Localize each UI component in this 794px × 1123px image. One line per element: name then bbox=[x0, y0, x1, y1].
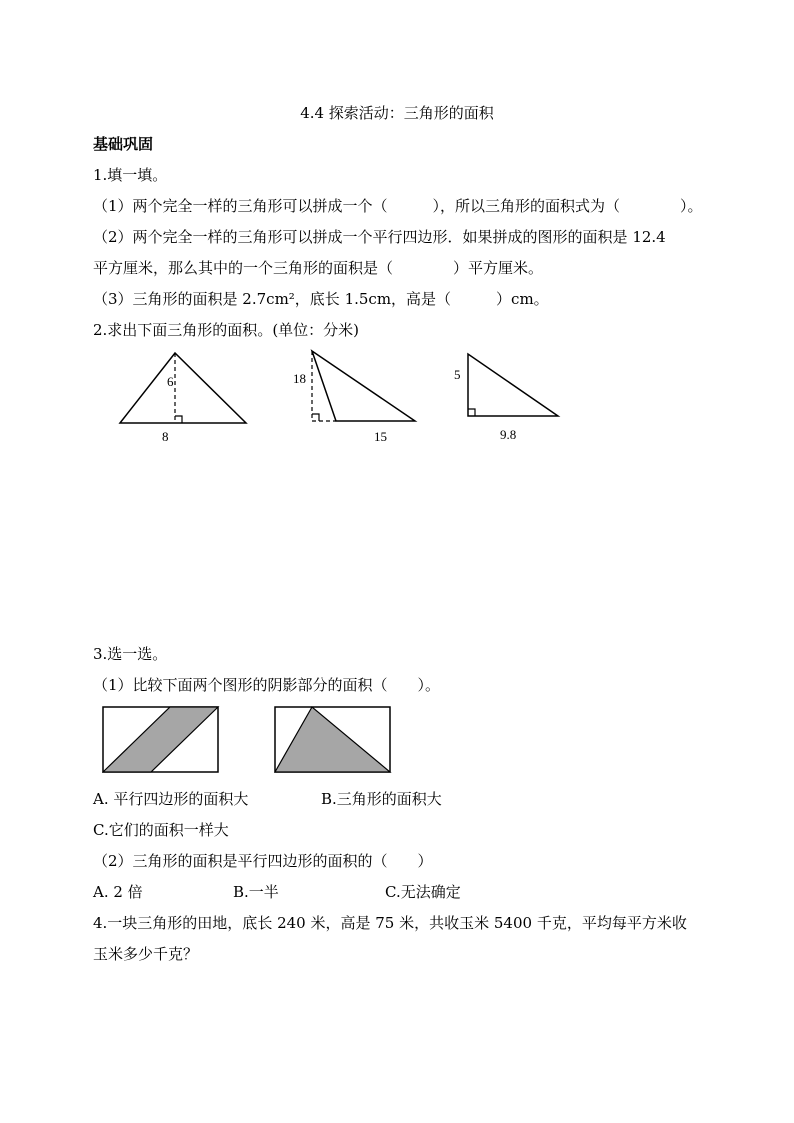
q3-option-b: B.三角形的面积大 bbox=[321, 790, 442, 808]
q3-option-a: A. 平行四边形的面积大 bbox=[93, 790, 249, 808]
triangle-2-base-label: 15 bbox=[374, 429, 387, 444]
triangle-1-shape bbox=[120, 353, 246, 423]
triangle-figure-2 bbox=[285, 345, 425, 450]
q1-heading: 1.填一填。 bbox=[93, 166, 168, 184]
q3-item2-option-c: C.无法确定 bbox=[385, 883, 461, 901]
q1-item2-line2: 平方厘米，那么其中的一个三角形的面积是（ ）平方厘米。 bbox=[93, 259, 544, 277]
triangle-2-height-label: 18 bbox=[293, 371, 306, 386]
q2-heading: 2.求出下面三角形的面积。(单位：分米) bbox=[93, 321, 360, 339]
q3-item1: （1）比较下面两个图形的阴影部分的面积（ ）。 bbox=[93, 676, 441, 694]
q3-item2: （2）三角形的面积是平行四边形的面积的（ ） bbox=[93, 852, 433, 870]
parallelogram-figure bbox=[102, 706, 220, 774]
triangle-in-rectangle-figure bbox=[274, 706, 392, 774]
triangle-figure-3 bbox=[450, 345, 570, 450]
q3-item2-option-b: B.一半 bbox=[233, 883, 279, 901]
triangle-2-shape bbox=[312, 351, 415, 421]
page-title: 4.4 探索活动：三角形的面积 bbox=[300, 104, 494, 122]
right-angle-mark bbox=[175, 416, 182, 423]
triangle-figure-1 bbox=[110, 345, 260, 450]
q3-heading: 3.选一选。 bbox=[93, 645, 168, 663]
right-angle-mark bbox=[312, 414, 319, 421]
q1-item1: （1）两个完全一样的三角形可以拼成一个（ ），所以三角形的面积式为（ ）。 bbox=[93, 197, 703, 215]
q4-line2: 玉米多少千克？ bbox=[93, 945, 199, 963]
triangle-3-height-label: 5 bbox=[454, 367, 461, 382]
right-angle-mark bbox=[468, 409, 475, 416]
triangle-1-base-label: 8 bbox=[162, 429, 169, 444]
triangle-1-height-label: 6 bbox=[167, 374, 174, 389]
triangle-3-shape bbox=[468, 354, 558, 416]
q3-item2-option-a: A. 2 倍 bbox=[93, 883, 143, 901]
q3-option-c: C.它们的面积一样大 bbox=[93, 821, 229, 839]
section-heading: 基础巩固 bbox=[93, 135, 154, 153]
q4-line1: 4.一块三角形的田地，底长 240 米，高是 75 米，共收玉米 5400 千克，平均每平方米收 bbox=[93, 914, 687, 932]
q1-item3: （3）三角形的面积是 2.7cm²，底长 1.5cm，高是（ ）cm。 bbox=[93, 290, 549, 308]
q1-item2-line1: （2）两个完全一样的三角形可以拼成一个平行四边形．如果拼成的图形的面积是 12.4 bbox=[93, 228, 666, 246]
triangle-3-base-label: 9.8 bbox=[500, 427, 517, 442]
